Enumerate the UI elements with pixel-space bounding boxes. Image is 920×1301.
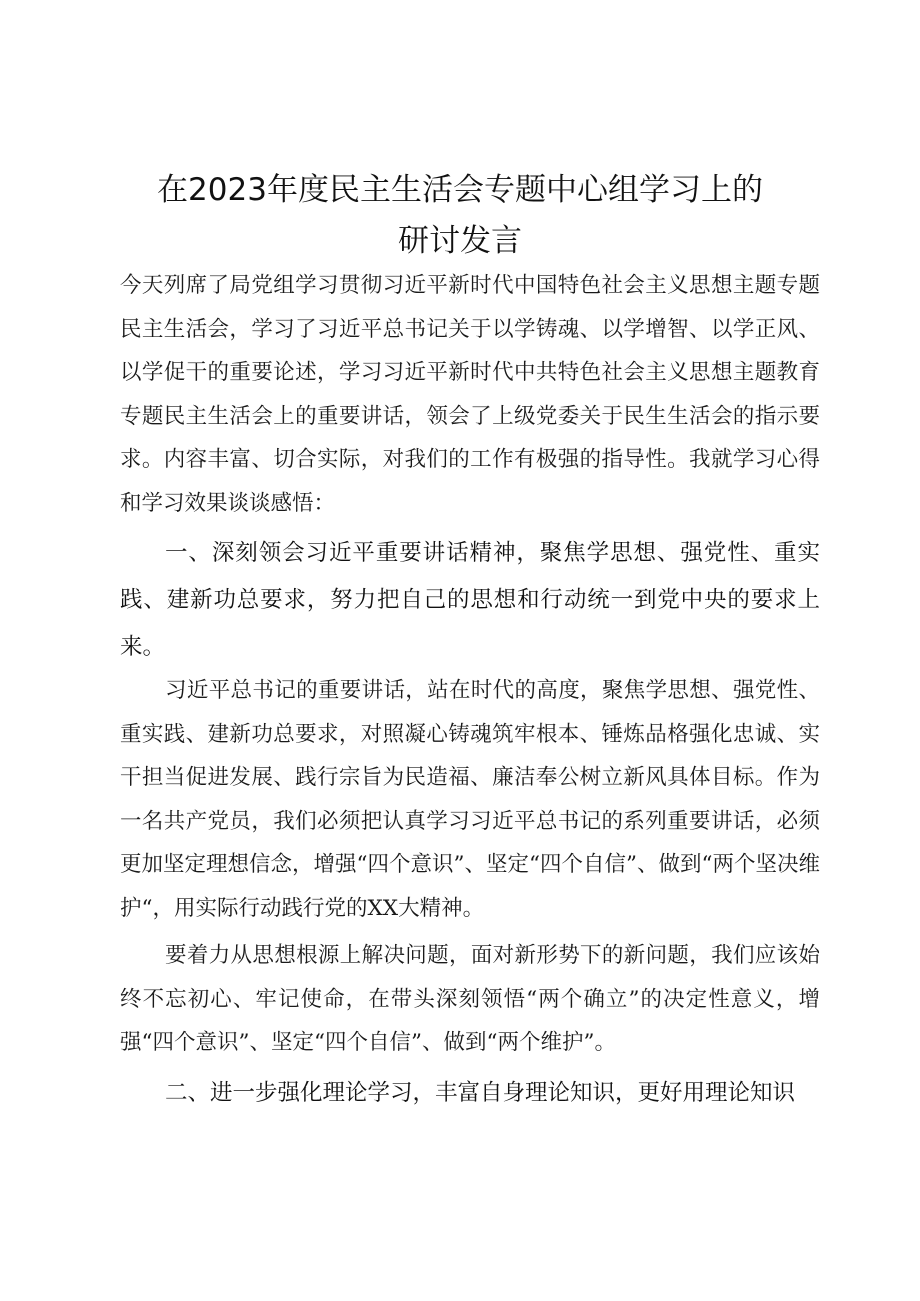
section-heading-2: 二、进一步强化理论学习，丰富自身理论知识，更好用理论知识 — [165, 1080, 796, 1106]
document-title-line-1: 在2023年度民主生活会专题中心组学习上的 — [157, 172, 763, 208]
body-paragraph-2: 习近平总书记的重要讲话，站在时代的高度，聚焦学思想、强党性、重实践、建新功总要求，对照凝心铸魂筑牢根本、锤炼品格强化忠诚、实干担当促进发展、践行宗旨为民造福、廉洁奉公树立新风具体目标。作为一名共产党员，我们必须把认真学习习近平总书记的系列重要讲话，必须更加坚定理想信念，增强“四个意识”、坚定“四个自信”、做到“两个坚决维护“，用实际行动践行党的XX大精神。 — [120, 678, 820, 921]
document-title-line-2: 研讨发言 — [398, 223, 522, 259]
section-heading-1: 一、深刻领会习近平重要讲话精神，聚焦学思想、强党性、重实践、建新功总要求，努力把自己的思想和行动统一到党中央的要求上来。 — [120, 540, 820, 660]
body-paragraph-3: 要着力从思想根源上解决问题，面对新形势下的新问题，我们应该始终不忘初心、牢记使命，在带头深刻领悟“两个确立”的决定性意义，增强“四个意识”、坚定“四个自信”、做到“两个维护”。 — [120, 943, 820, 1055]
intro-paragraph: 今天列席了局党组学习贯彻习近平新时代中国特色社会主义思想主题专题民主生活会，学习了习近平总书记关于以学铸魂、以学增智、以学正风、以学促干的重要论述，学习习近平新时代中共特色社会主义思想主题教育专题民主生活会上的重要讲话，领会了上级党委关于民生生活会的指示要求。内容丰富、切合实际，对我们的工作有极强的指导性。我就学习心得和学习效果谈谈感悟： — [120, 273, 820, 516]
